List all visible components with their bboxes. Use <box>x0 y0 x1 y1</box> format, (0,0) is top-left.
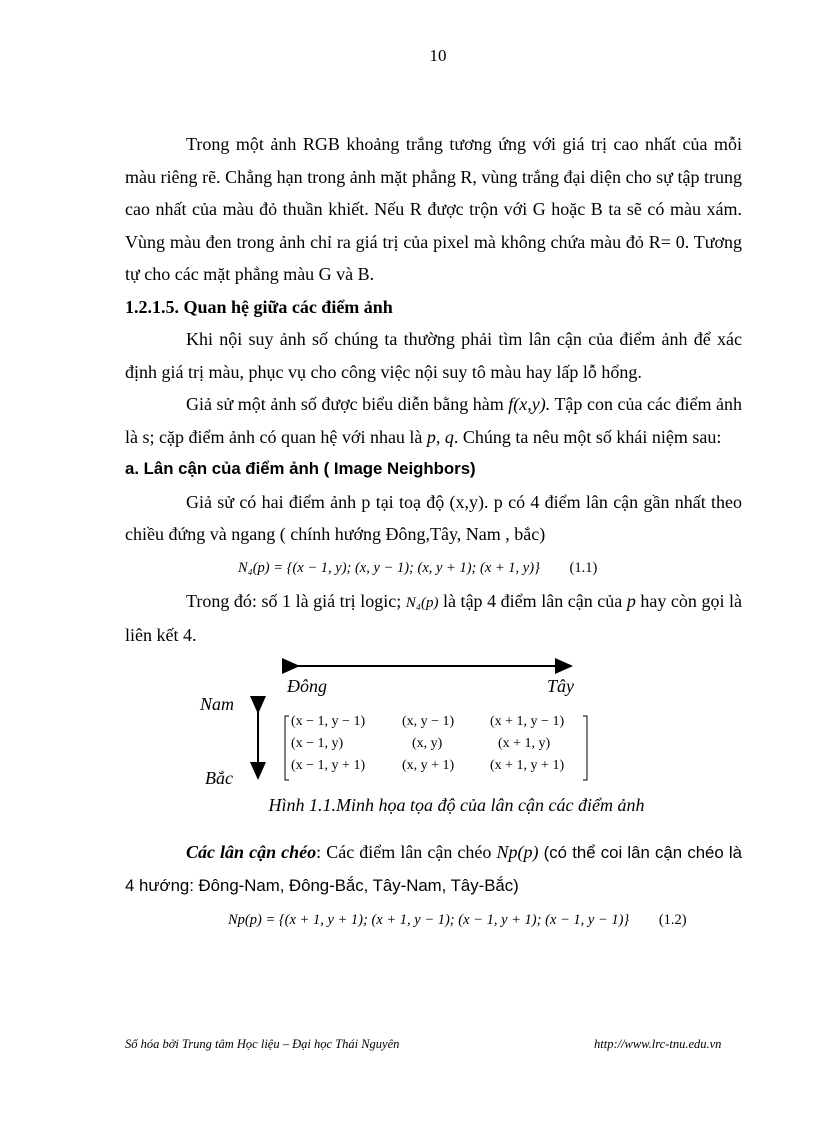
text: hay còn gọi là liên kết 4. <box>125 590 742 645</box>
pq-symbol: p, q <box>426 426 454 447</box>
paragraph-rgb: Trong một ảnh RGB khoảng trắng tương ứng với giá trị cao nhất của mỗi màu riêng rẽ. Chẳng hạn trong ảnh mặt phẳng R, vùng trắng đại diện cho sự tập trung cao nhất của màu đỏ thuần khiết. Nếu R được trộn với G hoặc B ta sẽ có màu xám. Vùng màu đen trong ảnh chỉ ra giá trị của pixel mà không chứa màu đỏ R= 0. Tương tự cho các mặt phẳng màu G và B. <box>125 134 742 284</box>
matrix-cell: (x, y + 1) <box>402 757 455 773</box>
paragraph-logic <box>125 585 742 652</box>
paragraph-definition <box>125 388 742 453</box>
matrix-cell: (x + 1, y + 1) <box>490 757 565 773</box>
section-heading: 1.2.1.5. Quan hệ giữa các điểm ảnh <box>125 296 393 317</box>
formula-2-number: (1.2) <box>658 911 687 928</box>
subheading-neighbors: a. Lân cận của điểm ảnh ( Image Neighbors) <box>125 459 476 478</box>
label-south: Nam <box>200 693 235 714</box>
label-north: Bắc <box>205 767 233 788</box>
text: là tập 4 điểm lân cận của <box>438 590 627 611</box>
formula-1-number: (1.1) <box>569 559 598 576</box>
paragraph-diagonal <box>125 836 742 903</box>
footer-url[interactable]: http://www.lrc-tnu.edu.vn <box>594 1037 722 1051</box>
coordinate-matrix <box>285 712 617 782</box>
formula-1 <box>125 557 742 579</box>
matrix-cell: (x + 1, y − 1) <box>490 713 565 729</box>
np-symbol: Np(p) <box>496 841 539 862</box>
formula-2-expression: Np(p) = {(x + 1, y + 1); (x + 1, y − 1); (x − 1, y + 1); (x − 1, y − 1)} <box>228 911 630 928</box>
figure-neighbors <box>125 656 742 788</box>
label-east: Đông <box>287 675 327 696</box>
formula-2 <box>125 909 742 931</box>
page-content <box>125 128 742 937</box>
text: (có thể coi lân cận chéo là 4 hướng: Đông-Nam, Đông-Bắc, Tây-Nam, Tây-Bắc) <box>125 842 742 895</box>
function-symbol: f(x,y). <box>508 394 551 414</box>
footer-source: Số hóa bởi Trung tâm Học liệu – Đại học Thái Nguyên <box>125 1037 400 1051</box>
text: Trong đó: số 1 là giá trị logic; <box>186 590 406 611</box>
figure-caption: Hình 1.1.Minh họa tọa độ của lân cận các điểm ảnh <box>268 794 645 815</box>
label-west: Tây <box>547 675 574 696</box>
text: Giả sử một ảnh số được biểu diễn bằng hàm <box>186 394 509 414</box>
matrix-cell: (x − 1, y + 1) <box>291 757 366 773</box>
formula-1-expression: N₄(p) = {(x − 1, y); (x, y − 1); (x, y + 1); (x + 1, y)} <box>238 559 540 576</box>
matrix-cell: (x − 1, y) <box>291 735 344 751</box>
page-number: 10 <box>429 46 447 65</box>
n4-symbol: N₄(p) <box>405 594 439 611</box>
matrix-cell: (x, y) <box>412 735 443 751</box>
paragraph-interpolation: Khi nội suy ảnh số chúng ta thường phải tìm lân cận của điểm ảnh để xác định giá trị màu, phục vụ cho công việc nội suy tô màu hay lấp lỗ hổng. <box>125 329 742 382</box>
matrix-cell: (x + 1, y) <box>498 735 551 751</box>
text: : Các điểm lân cận chéo <box>316 841 497 862</box>
matrix-cell: (x − 1, y − 1) <box>291 713 366 729</box>
diagonal-term: Các lân cận chéo <box>186 841 317 862</box>
paragraph-neighbors: Giả sử có hai điểm ảnh p tại toạ độ (x,y). p có 4 điểm lân cận gần nhất theo chiều đứng và ngang ( chính hướng Đông,Tây, Nam , bắc) <box>125 491 742 544</box>
text: . Chúng ta nêu một số khái niệm sau: <box>453 426 722 447</box>
text: Tập con của các điểm ảnh là s; cặp điểm ảnh có quan hệ với nhau là <box>125 394 742 447</box>
matrix-cell: (x, y − 1) <box>402 713 455 729</box>
p-symbol: p <box>626 590 636 611</box>
